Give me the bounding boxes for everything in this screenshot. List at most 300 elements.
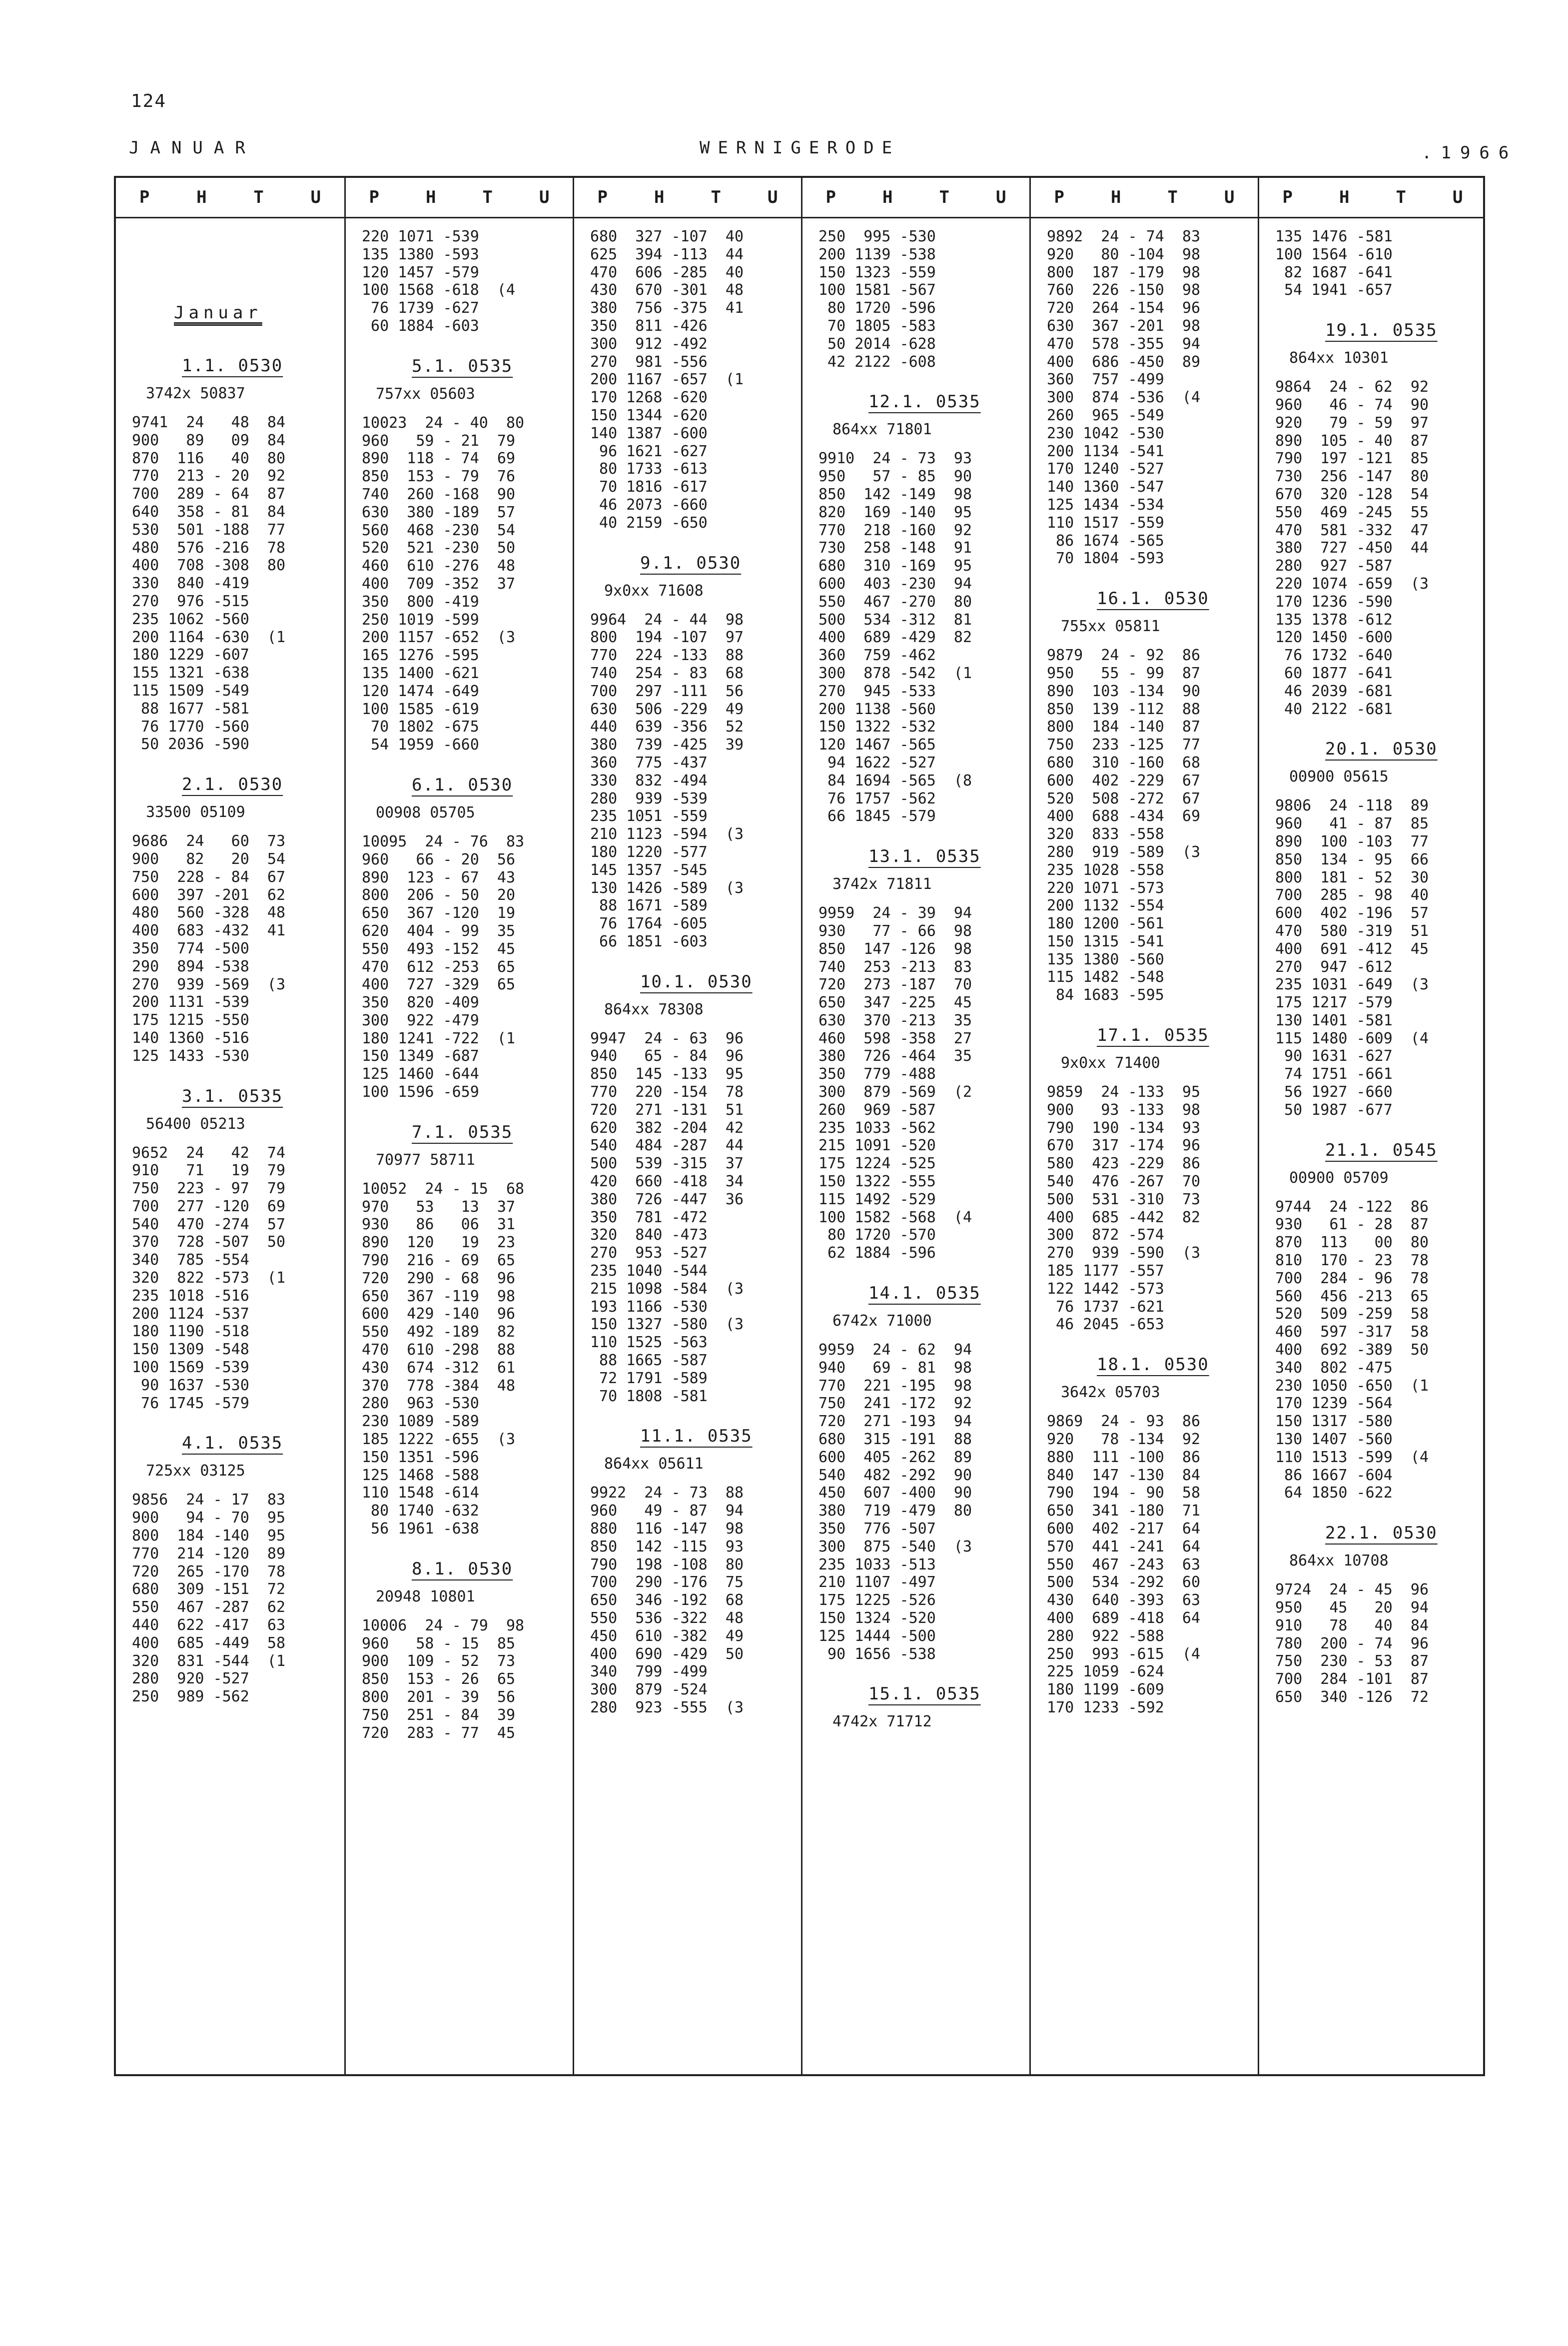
data-rows <box>362 414 568 754</box>
data-row: 72 1791 -589 <box>590 1369 708 1387</box>
data-rows <box>818 1341 1024 1663</box>
data-row: 125 1468 -588 <box>362 1466 479 1484</box>
data-row: 150 1322 -555 <box>818 1173 936 1191</box>
data-row: 380 756 -375 41 <box>590 299 744 317</box>
column-header <box>1031 178 1258 217</box>
data-row: 550 467 -270 80 <box>818 593 972 611</box>
data-row: 10095 24 - 76 83 <box>362 832 525 850</box>
data-row: 350 800 -419 <box>362 593 479 611</box>
data-row: 800 206 - 50 20 <box>362 886 516 904</box>
data-row: 300 874 -536 (4 <box>1047 389 1201 407</box>
data-row: 145 1357 -545 <box>590 861 708 879</box>
data-row: 300 872 -574 <box>1047 1226 1164 1244</box>
data-row: 230 1042 -530 <box>1047 424 1164 442</box>
data-row: 50 1987 -677 <box>1275 1101 1393 1119</box>
data-row: 360 775 -437 <box>590 754 708 772</box>
data-row: 800 184 -140 87 <box>1047 718 1201 736</box>
data-row: 193 1166 -530 <box>590 1298 708 1316</box>
data-row: 62 1884 -596 <box>818 1244 936 1262</box>
data-row: 680 310 -160 68 <box>1047 754 1201 772</box>
column-header-label: P <box>1282 187 1293 207</box>
data-row: 790 194 - 90 58 <box>1047 1484 1201 1502</box>
data-row: 750 233 -125 77 <box>1047 736 1201 754</box>
data-row: 110 1517 -559 <box>1047 514 1164 532</box>
section-title: 22.1. 0530 <box>1325 1523 1438 1544</box>
data-row: 122 1442 -573 <box>1047 1280 1164 1298</box>
data-row: 650 367 -119 98 <box>362 1287 516 1305</box>
data-row: 120 1450 -600 <box>1275 629 1393 647</box>
data-row: 720 283 - 77 45 <box>362 1724 516 1742</box>
data-row: 130 1407 -560 <box>1275 1431 1393 1449</box>
column-header-label: P <box>1054 187 1064 207</box>
data-row: 770 218 -160 92 <box>818 521 972 539</box>
data-row: 170 1233 -592 <box>1047 1698 1164 1716</box>
data-row: 400 685 -442 82 <box>1047 1208 1201 1226</box>
data-row: 290 894 -538 <box>132 957 249 975</box>
data-row: 175 1224 -525 <box>818 1155 936 1173</box>
data-row: 9806 24 -118 89 <box>1275 797 1429 815</box>
data-row: 115 1480 -609 (4 <box>1275 1029 1429 1047</box>
table-column <box>116 178 344 2074</box>
data-row: 380 739 -425 39 <box>590 736 744 754</box>
data-row: 400 689 -418 64 <box>1047 1609 1201 1627</box>
data-row: 84 1683 -595 <box>1047 986 1164 1004</box>
data-row: 600 397 -201 62 <box>132 886 286 904</box>
data-row: 740 254 - 83 68 <box>590 664 744 682</box>
data-row: 100 1585 -619 <box>362 700 479 718</box>
data-row: 850 153 - 26 65 <box>362 1670 516 1688</box>
data-row: 850 134 - 95 66 <box>1275 850 1429 868</box>
data-row: 600 405 -262 89 <box>818 1448 972 1466</box>
data-row: 70 1808 -581 <box>590 1387 708 1405</box>
data-row: 54 1941 -657 <box>1275 281 1393 299</box>
data-row: 90 1631 -627 <box>1275 1047 1393 1065</box>
data-row: 470 578 -355 94 <box>1047 335 1201 353</box>
column-body <box>1031 228 1258 1717</box>
data-row: 84 1694 -565 (8 <box>818 772 972 789</box>
data-row: 250 989 -562 <box>132 1688 249 1706</box>
column-body <box>574 228 801 1717</box>
data-row: 200 1139 -538 <box>818 245 936 263</box>
data-row: 110 1525 -563 <box>590 1334 708 1352</box>
data-row: 300 878 -542 (1 <box>818 664 972 682</box>
data-row: 540 484 -287 44 <box>590 1137 744 1155</box>
data-row: 640 358 - 81 84 <box>132 503 286 521</box>
data-row: 750 251 - 84 39 <box>362 1706 516 1724</box>
section-code: 20948 10801 <box>376 1587 475 1605</box>
data-row: 670 317 -174 96 <box>1047 1137 1201 1155</box>
data-row: 200 1167 -657 (1 <box>590 371 744 389</box>
data-row: 380 727 -450 44 <box>1275 539 1429 557</box>
data-row: 100 1581 -567 <box>818 281 936 299</box>
data-row: 175 1225 -526 <box>818 1591 936 1609</box>
data-row: 280 923 -555 (3 <box>590 1698 744 1716</box>
table-column <box>801 178 1029 2074</box>
data-row: 90 1637 -530 <box>132 1376 249 1394</box>
data-row: 650 347 -225 45 <box>818 994 972 1012</box>
data-row: 300 912 -492 <box>590 335 708 353</box>
data-row: 40 2159 -650 <box>590 514 708 532</box>
data-row: 120 1467 -565 <box>818 736 936 754</box>
data-row: 135 1476 -581 <box>1275 228 1393 245</box>
data-row: 950 57 - 85 90 <box>818 468 972 486</box>
data-row: 270 939 -569 (3 <box>132 975 286 993</box>
data-row: 220 1071 -573 <box>1047 879 1164 897</box>
data-row: 86 1667 -604 <box>1275 1466 1393 1484</box>
section-title: 1.1. 0530 <box>182 356 283 376</box>
data-row: 720 290 - 68 96 <box>362 1269 516 1287</box>
column-header-label: U <box>310 187 321 207</box>
data-row: 400 691 -412 45 <box>1275 940 1429 958</box>
data-rows <box>1047 1413 1253 1717</box>
data-row: 970 53 13 37 <box>362 1198 516 1216</box>
data-row: 170 1236 -590 <box>1275 593 1393 611</box>
data-row: 225 1059 -624 <box>1047 1663 1164 1681</box>
data-row: 200 1138 -560 <box>818 700 936 718</box>
data-row: 520 521 -230 50 <box>362 539 516 557</box>
data-row: 790 198 -108 80 <box>590 1556 744 1573</box>
data-row: 400 727 -329 65 <box>362 976 516 994</box>
data-row: 125 1460 -644 <box>362 1065 479 1083</box>
column-header-label: U <box>996 187 1006 207</box>
data-row: 235 1040 -544 <box>590 1262 708 1280</box>
data-row: 400 688 -434 69 <box>1047 807 1201 825</box>
data-row: 280 927 -587 <box>1275 557 1393 575</box>
data-rows <box>362 1617 568 1742</box>
data-row: 150 1349 -687 <box>362 1047 479 1065</box>
data-rows <box>1275 797 1481 1119</box>
data-row: 235 1051 -559 <box>590 807 708 825</box>
section-code: 864xx 10708 <box>1289 1552 1389 1570</box>
section-title: 19.1. 0535 <box>1325 320 1438 341</box>
section-code: 00900 05709 <box>1289 1169 1389 1187</box>
data-row: 9959 24 - 39 94 <box>818 904 972 922</box>
data-rows <box>362 228 568 335</box>
data-row: 150 1327 -580 (3 <box>590 1316 744 1334</box>
data-row: 200 1157 -652 (3 <box>362 629 516 647</box>
data-row: 74 1751 -661 <box>1275 1065 1393 1083</box>
data-row: 46 2039 -681 <box>1275 682 1393 700</box>
data-row: 135 1380 -593 <box>362 245 479 263</box>
data-row: 500 534 -312 81 <box>818 611 972 629</box>
section-code: 864xx 71801 <box>832 421 932 439</box>
data-row: 700 285 - 98 40 <box>1275 886 1429 904</box>
data-row: 300 879 -524 <box>590 1681 708 1699</box>
data-row: 280 922 -588 <box>1047 1627 1164 1645</box>
data-rows <box>362 1180 568 1538</box>
data-row: 10006 24 - 79 98 <box>362 1616 525 1634</box>
data-row: 120 1457 -579 <box>362 263 479 281</box>
data-row: 66 1845 -579 <box>818 807 936 825</box>
data-row: 470 610 -298 88 <box>362 1341 516 1359</box>
data-row: 440 622 -417 63 <box>132 1616 286 1634</box>
data-row: 180 1241 -722 (1 <box>362 1029 516 1047</box>
data-row: 235 1031 -649 (3 <box>1275 976 1429 994</box>
data-row: 480 560 -328 48 <box>132 904 286 922</box>
data-rows <box>132 414 339 754</box>
data-row: 380 726 -464 35 <box>818 1047 972 1065</box>
data-row: 340 802 -475 <box>1275 1359 1393 1377</box>
data-row: 280 919 -589 (3 <box>1047 843 1201 861</box>
data-row: 94 1622 -527 <box>818 754 936 772</box>
column-header-label: T <box>1396 187 1406 207</box>
data-row: 890 103 -134 90 <box>1047 682 1201 700</box>
data-row: 9856 24 - 17 83 <box>132 1491 286 1509</box>
data-row: 9652 24 42 74 <box>132 1144 286 1162</box>
data-row: 56 1927 -660 <box>1275 1083 1393 1101</box>
data-row: 250 1019 -599 <box>362 611 479 629</box>
data-row: 115 1492 -529 <box>818 1190 936 1208</box>
data-row: 235 1028 -558 <box>1047 861 1164 879</box>
section-code: 864xx 10301 <box>1289 349 1389 367</box>
data-row: 600 402 -196 57 <box>1275 904 1429 922</box>
data-row: 80 1720 -570 <box>818 1226 936 1244</box>
data-row: 840 147 -130 84 <box>1047 1466 1201 1484</box>
data-row: 76 1732 -640 <box>1275 647 1393 665</box>
data-row: 80 1733 -613 <box>590 460 708 478</box>
data-row: 530 501 -188 77 <box>132 521 286 539</box>
data-row: 100 1582 -568 (4 <box>818 1208 972 1226</box>
data-row: 440 639 -356 52 <box>590 718 744 736</box>
data-row: 400 689 -429 82 <box>818 629 972 647</box>
data-row: 550 493 -152 45 <box>362 940 516 958</box>
data-row: 155 1321 -638 <box>132 664 249 682</box>
data-row: 720 271 -193 94 <box>818 1413 972 1431</box>
data-row: 700 290 -176 75 <box>590 1573 744 1591</box>
column-body <box>1259 228 1486 1706</box>
data-rows <box>1047 1083 1253 1334</box>
data-row: 730 258 -148 91 <box>818 539 972 557</box>
data-row: 500 531 -310 73 <box>1047 1190 1201 1208</box>
data-row: 230 1050 -650 (1 <box>1275 1377 1429 1395</box>
data-row: 210 1107 -497 <box>818 1573 936 1591</box>
data-row: 630 380 -189 57 <box>362 503 516 521</box>
data-row: 350 776 -507 <box>818 1520 936 1538</box>
data-row: 560 468 -230 54 <box>362 521 516 539</box>
data-row: 270 945 -533 <box>818 682 936 700</box>
data-row: 380 726 -447 36 <box>590 1190 744 1208</box>
data-row: 400 692 -389 50 <box>1275 1341 1429 1359</box>
data-row: 870 116 40 80 <box>132 449 286 467</box>
data-row: 670 320 -128 54 <box>1275 485 1429 503</box>
data-row: 450 610 -382 49 <box>590 1627 744 1645</box>
data-row: 235 1018 -516 <box>132 1287 249 1305</box>
data-row: 680 310 -169 95 <box>818 557 972 575</box>
data-row: 150 1315 -541 <box>1047 932 1164 950</box>
data-row: 540 476 -267 70 <box>1047 1173 1201 1191</box>
data-row: 400 708 -308 80 <box>132 557 286 575</box>
data-row: 260 965 -549 <box>1047 406 1164 424</box>
data-row: 850 153 - 79 76 <box>362 468 516 486</box>
data-rows <box>132 1491 339 1706</box>
data-row: 480 576 -216 78 <box>132 539 286 557</box>
data-row: 750 223 - 97 79 <box>132 1180 286 1198</box>
data-row: 250 995 -530 <box>818 228 936 245</box>
data-row: 770 213 - 20 92 <box>132 467 286 485</box>
data-row: 150 1317 -580 <box>1275 1413 1393 1431</box>
data-row: 900 89 09 84 <box>132 431 286 449</box>
data-row: 540 482 -292 90 <box>818 1466 972 1484</box>
data-row: 680 315 -191 88 <box>818 1431 972 1449</box>
data-row: 880 116 -147 98 <box>590 1520 744 1538</box>
data-row: 890 118 - 74 69 <box>362 450 516 468</box>
data-row: 200 1131 -539 <box>132 993 249 1011</box>
section-title: 17.1. 0535 <box>1097 1025 1209 1046</box>
data-row: 950 45 20 94 <box>1275 1599 1429 1617</box>
data-rows <box>818 904 1024 1262</box>
data-row: 730 256 -147 80 <box>1275 468 1429 486</box>
section-code: 9x0xx 71608 <box>604 582 704 600</box>
data-row: 900 109 - 52 73 <box>362 1652 516 1670</box>
data-row: 770 224 -133 88 <box>590 647 744 665</box>
column-header-label: P <box>825 187 836 207</box>
section-code: 757xx 05603 <box>376 385 475 403</box>
data-rows <box>1275 378 1481 718</box>
section-title: 10.1. 0530 <box>640 971 753 992</box>
data-row: 550 467 -287 62 <box>132 1598 286 1616</box>
data-row: 175 1215 -550 <box>132 1011 249 1029</box>
data-row: 110 1513 -599 (4 <box>1275 1448 1429 1466</box>
data-row: 360 757 -499 <box>1047 371 1164 389</box>
data-row: 9724 24 - 45 96 <box>1275 1581 1429 1599</box>
data-row: 320 822 -573 (1 <box>132 1269 286 1287</box>
section-code: 3642x 05703 <box>1061 1384 1160 1402</box>
section-title: 8.1. 0530 <box>412 1559 513 1579</box>
data-row: 800 184 -140 95 <box>132 1527 286 1545</box>
data-rows <box>362 833 568 1101</box>
data-row: 80 1720 -596 <box>818 299 936 317</box>
data-row: 150 1322 -532 <box>818 718 936 736</box>
column-header-label: H <box>882 187 893 207</box>
data-row: 470 581 -332 47 <box>1275 521 1429 539</box>
data-row: 170 1268 -620 <box>590 389 708 407</box>
data-row: 96 1621 -627 <box>590 442 708 460</box>
data-row: 850 139 -112 88 <box>1047 700 1201 718</box>
data-row: 580 423 -229 86 <box>1047 1155 1201 1173</box>
data-row: 960 49 - 87 94 <box>590 1502 744 1520</box>
data-row: 150 1309 -548 <box>132 1341 249 1359</box>
data-row: 450 607 -400 90 <box>818 1484 972 1502</box>
data-row: 950 55 - 99 87 <box>1047 664 1201 682</box>
data-rows <box>590 1484 796 1716</box>
section-title: 11.1. 0535 <box>640 1426 753 1447</box>
data-row: 150 1323 -559 <box>818 263 936 281</box>
data-row: 960 58 - 15 85 <box>362 1634 516 1652</box>
section-code: 755xx 05811 <box>1061 618 1160 636</box>
data-row: 230 1089 -589 <box>362 1413 479 1431</box>
section-title: 14.1. 0535 <box>868 1283 981 1304</box>
data-row: 180 1200 -561 <box>1047 915 1164 933</box>
data-row: 185 1222 -655 (3 <box>362 1431 516 1449</box>
data-row: 210 1123 -594 (3 <box>590 825 744 843</box>
section-title: 21.1. 0545 <box>1325 1140 1438 1160</box>
data-row: 570 441 -241 64 <box>1047 1538 1201 1556</box>
section-code: 00908 05705 <box>376 803 475 821</box>
section-title: 2.1. 0530 <box>182 775 283 795</box>
data-row: 100 1568 -618 (4 <box>362 281 516 299</box>
data-row: 150 1344 -620 <box>590 406 708 424</box>
data-row: 46 2073 -660 <box>590 496 708 514</box>
data-row: 9864 24 - 62 92 <box>1275 378 1429 396</box>
data-row: 650 341 -180 71 <box>1047 1502 1201 1520</box>
data-row: 960 66 - 20 56 <box>362 850 516 868</box>
column-header <box>116 178 344 217</box>
data-row: 800 201 - 39 56 <box>362 1688 516 1706</box>
data-row: 70 1805 -583 <box>818 317 936 335</box>
section-title: 7.1. 0535 <box>412 1122 513 1142</box>
column-header <box>1259 178 1486 217</box>
data-row: 930 61 - 28 87 <box>1275 1216 1429 1234</box>
data-row: 88 1665 -587 <box>590 1352 708 1370</box>
data-row: 960 41 - 87 85 <box>1275 815 1429 833</box>
data-row: 780 200 - 74 96 <box>1275 1634 1429 1652</box>
data-row: 650 340 -126 72 <box>1275 1688 1429 1706</box>
column-header-label: T <box>711 187 721 207</box>
section-code: 3742x 50837 <box>146 385 245 402</box>
data-row: 330 832 -494 <box>590 772 708 789</box>
section-code: 864xx 78308 <box>604 1000 704 1018</box>
data-row: 76 1764 -605 <box>590 915 708 933</box>
data-row: 220 1074 -659 (3 <box>1275 575 1429 593</box>
data-row: 300 922 -479 <box>362 1011 479 1029</box>
data-row: 200 1134 -541 <box>1047 442 1164 460</box>
data-row: 820 169 -140 95 <box>818 503 972 521</box>
data-row: 630 367 -201 98 <box>1047 317 1201 335</box>
data-row: 180 1199 -609 <box>1047 1681 1164 1699</box>
data-row: 800 181 - 52 30 <box>1275 868 1429 886</box>
data-row: 850 142 -115 93 <box>590 1538 744 1556</box>
data-row: 90 1656 -538 <box>818 1645 936 1663</box>
data-row: 470 580 -319 51 <box>1275 922 1429 940</box>
column-header-label: T <box>253 187 264 207</box>
data-row: 350 779 -488 <box>818 1065 936 1083</box>
data-row: 870 113 00 80 <box>1275 1234 1429 1252</box>
data-row: 9686 24 60 73 <box>132 832 286 850</box>
section-title: 12.1. 0535 <box>868 392 981 412</box>
data-row: 920 79 - 59 97 <box>1275 414 1429 432</box>
section-title: 6.1. 0530 <box>412 775 513 795</box>
data-row: 180 1220 -577 <box>590 843 708 861</box>
data-row: 910 71 19 79 <box>132 1162 286 1180</box>
data-row: 80 1740 -632 <box>362 1502 479 1520</box>
data-row: 850 145 -133 95 <box>590 1065 744 1083</box>
section-code: 9x0xx 71400 <box>1061 1054 1160 1072</box>
data-rows <box>1275 1581 1481 1706</box>
column-body <box>116 228 344 1706</box>
data-row: 940 69 - 81 98 <box>818 1359 972 1377</box>
data-row: 9859 24 -133 95 <box>1047 1083 1201 1101</box>
data-row: 320 831 -544 (1 <box>132 1652 286 1670</box>
data-row: 200 1132 -554 <box>1047 897 1164 915</box>
data-row: 46 2045 -653 <box>1047 1316 1164 1334</box>
column-header-label: H <box>1111 187 1121 207</box>
data-row: 135 1400 -621 <box>362 664 479 682</box>
data-row: 700 284 -101 87 <box>1275 1670 1429 1688</box>
data-row: 420 660 -418 34 <box>590 1173 744 1191</box>
data-row: 280 920 -527 <box>132 1670 249 1688</box>
data-row: 150 1351 -596 <box>362 1448 479 1466</box>
data-row: 400 685 -449 58 <box>132 1634 286 1652</box>
data-row: 180 1229 -607 <box>132 646 249 664</box>
column-header-label: P <box>139 187 150 207</box>
column-body <box>346 228 573 1742</box>
data-row: 940 65 - 84 96 <box>590 1047 744 1065</box>
data-row: 520 508 -272 67 <box>1047 789 1201 807</box>
data-row: 360 759 -462 <box>818 647 936 665</box>
data-row: 750 230 - 53 87 <box>1275 1652 1429 1670</box>
data-row: 64 1850 -622 <box>1275 1484 1393 1502</box>
column-header <box>574 178 801 217</box>
